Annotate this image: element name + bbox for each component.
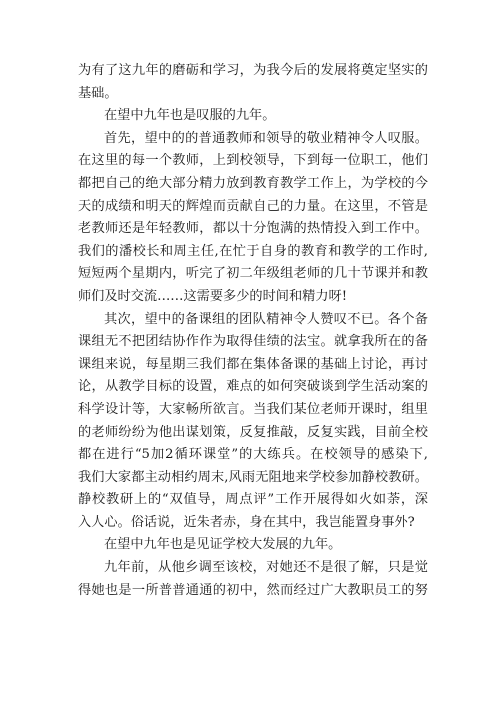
text-line: 首先，望中的的普通教师和领导的敬业精神令人叹服。	[104, 130, 428, 146]
text-line: 课组无不把团结协作作为取得佳绩的法宝。就拿我所在的备	[78, 334, 428, 350]
text-line: 论，从教学目标的设置，难点的如何突破谈到学生活动案的	[78, 379, 428, 395]
text-line: 老教师还是年轻教师，都以十分饱满的热情投入到工作中。	[78, 221, 428, 237]
text-line: 课组来说，每星期三我们都在集体备课的基础上讨论，再讨	[78, 356, 428, 372]
text-line: 其次，望中的备课组的团队精神令人赞叹不已。各个备	[104, 311, 428, 327]
text-line: 我们大家都主动相约周末,风雨无阻地来学校参加静校教研。	[78, 469, 428, 485]
text-line: 在望中九年也是见证学校大发展的九年。	[104, 537, 342, 553]
text-line: 都把自己的绝大部分精力放到教育教学工作上，为学校的今	[78, 175, 428, 191]
text-line: 基础。	[78, 85, 118, 101]
text-line: 静校教研上的“双值导，周点评”工作开展得如火如荼，深	[78, 492, 428, 508]
document-page	[78, 60, 428, 602]
text-line: 都在进行“5加2循环课堂”的大练兵。在校领导的感染下,	[78, 447, 428, 463]
text-line: 天的成绩和明天的辉煌而贡献自己的力量。在这里，不管是	[78, 198, 428, 214]
text-line: 在望中九年也是叹服的九年。	[104, 108, 276, 124]
text-line: 短短两个星期内，听完了初二年级组老师的几十节课并和教	[78, 266, 428, 282]
text-line: 入人心。俗话说，近朱者赤，身在其中，我岂能置身事外?	[78, 514, 415, 530]
text-line: 九年前，从他乡调至该校，对她还不是很了解，只是觉	[104, 560, 428, 576]
text-line: 在这里的每一个教师，上到校领导，下到每一位职工，他们	[78, 153, 428, 169]
text-line: 为有了这九年的磨砺和学习，为我今后的发展将奠定坚实的	[78, 63, 428, 78]
text-line: 师们及时交流……这需要多少的时间和精力呀!	[78, 288, 348, 304]
text-line: 的老师纷纷为他出谋划策，反复推敲，反复实践，目前全校	[78, 424, 428, 440]
text-line: 得她也是一所普普通通的初中，然而经过广大教职员工的努	[78, 582, 428, 598]
text-line: 我们的潘校长和周主任,在忙于自身的教育和教学的工作时,	[78, 243, 428, 259]
text-line: 科学设计等，大家畅所欲言。当我们某位老师开课时，组里	[78, 401, 428, 417]
